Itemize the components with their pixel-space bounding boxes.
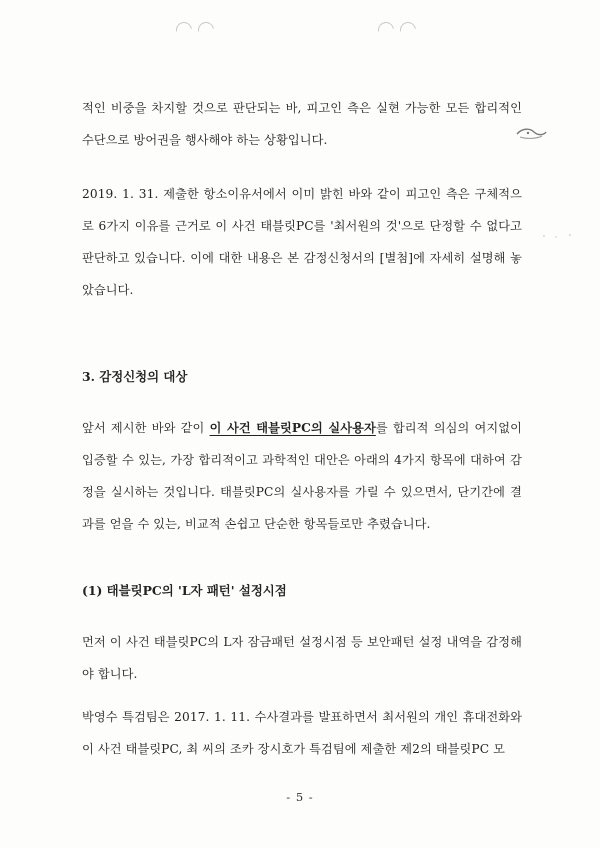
paragraph-text: 를 합리적 의심의 여지없이 입증할 수 있는, 가장 합리적이고 과학적인 대안은 아래의 4가지 항목에 대하여 감정을 실시하는 것입니다. 태블릿PC의 실사용자를 가릴 수 있으면서, 단기간에 결과를 얻을 수 있는, 비교적 손쉽고 단순한 항목들로만 추렸습니다. (82, 421, 523, 531)
page-number: - 5 - (286, 790, 314, 804)
punch-hole-mark (173, 19, 195, 41)
paragraph-lock-pattern: 먼저 이 사건 태블릿PC의 L자 잠금패턴 설정시점 등 보안패턴 설정 내역을 감정해야 합니다. (82, 635, 522, 681)
paragraph-appeal-reasons: 2019. 1. 31. 제출한 항소이유서에서 이미 밝힌 바와 같이 피고인 측은 구체적으로 6가지 이유를 근거로 이 사건 태블릿PC를 '최서원의 것'으로 단정할 수 없다고 판단하고 있습니다. 이에 대한 내용은 본 감정신청서의 [별첨]에 자세히 설명해 놓았습니다. (82, 187, 522, 297)
paragraph-special-prosecutor: 박영수 특검팀은 2017. 1. 11. 수사결과를 발표하면서 최서원의 개인 휴대전화와 이 사건 태블릿PC, 최 씨의 조카 장시호가 특검팀에 제출한 제2의 태블릿PC 모 (82, 710, 522, 756)
paragraph-continuation: 적인 비중을 차지할 것으로 판단되는 바, 피고인 측은 실현 가능한 모든 합리적인 수단으로 방어권을 행사해야 하는 상황입니다. (82, 101, 522, 147)
paragraph-inspection-target (82, 412, 522, 540)
emphasized-text: 이 사건 태블릿PC의 실사용자 (209, 421, 376, 435)
subsection-heading: (1) 태블릿PC의 'L자 패턴' 설정시점 (82, 583, 287, 598)
punch-hole-mark (397, 19, 419, 41)
paragraph-text: 앞서 제시한 바와 같이 (82, 421, 210, 435)
punch-hole-mark (195, 19, 217, 41)
punch-hole-mark (375, 19, 397, 41)
scan-speck-icon (540, 232, 580, 240)
section-heading: 3. 감정신청의 대상 (82, 369, 188, 384)
